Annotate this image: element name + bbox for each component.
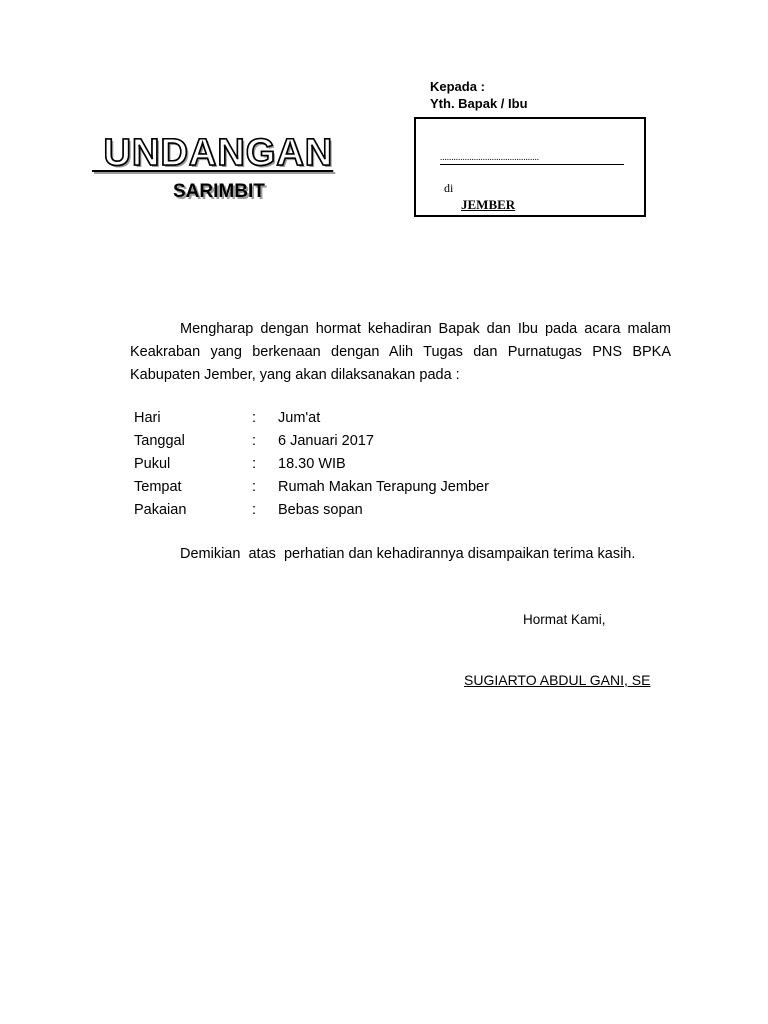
detail-colon: : [252,456,257,472]
regards-label: Hormat Kami, [523,612,606,627]
detail-value: Rumah Makan Terapung Jember [278,479,489,495]
salutation-label: Yth. Bapak / Ibu [430,96,528,111]
opening-paragraph: Mengharap dengan hormat kehadiran Bapak dan Ibu pada acara malam Keakraban yang berkenaan dengan Alih Tugas dan Purnatugas PNS BPKA Kabupaten Jember, yang akan dilaksanakan pada : [130,321,671,383]
detail-colon: : [252,479,257,495]
invitation-title: UNDANGAN [92,132,334,174]
detail-colon: : [252,410,257,426]
detail-value: 18.30 WIB [278,456,346,472]
detail-label: Hari [134,410,161,426]
recipient-header [430,78,528,112]
closing-sentence: Demikian atas perhatian dan kehadirannya disampaikan terima kasih. [180,546,636,562]
at-label: di [444,181,454,195]
detail-value: 6 Januari 2017 [278,433,374,449]
detail-label: Pakaian [134,502,187,518]
signer-name: SUGIARTO ABDUL GANI, SE [464,672,651,688]
detail-value: Bebas sopan [278,502,363,518]
recipient-name-blank: ............................................ [440,152,624,165]
detail-label: Pukul [134,456,171,472]
to-label: Kepada : [430,79,485,94]
detail-colon: : [252,433,257,449]
detail-label: Tanggal [134,433,185,449]
invitation-subtitle: SARIMBIT [173,181,265,202]
detail-colon: : [252,502,257,518]
city-label: JEMBER [461,197,516,212]
detail-label: Tempat [134,479,182,495]
detail-value: Jum'at [278,410,321,426]
address-box [414,117,646,217]
